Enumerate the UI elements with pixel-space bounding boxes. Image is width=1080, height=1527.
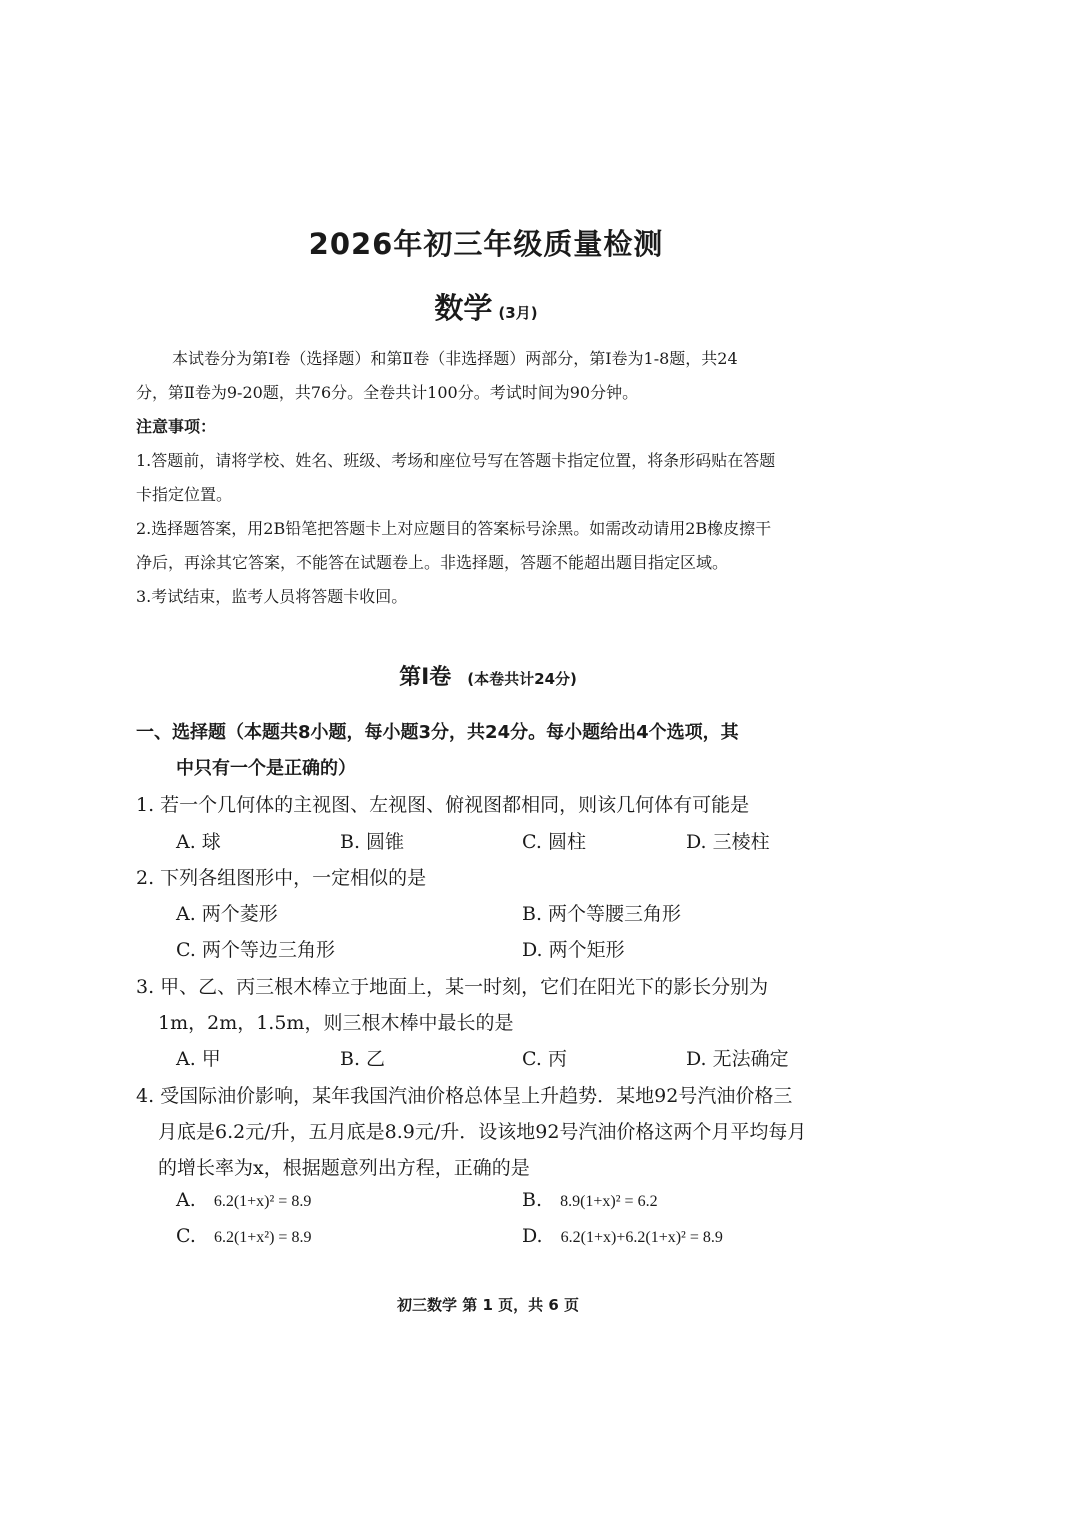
- question-3-option-b: B. 乙: [340, 1048, 386, 1070]
- question-2-option-b: B. 两个等腰三角形: [522, 903, 682, 925]
- intro-line: 本试卷分为第Ⅰ卷（选择题）和第Ⅱ卷（非选择题）两部分，第Ⅰ卷为1-8题，共24: [172, 349, 738, 368]
- question-1-option-b: B. 圆锥: [340, 831, 405, 853]
- question-4-option-a: [176, 1189, 311, 1211]
- section-title: [0, 660, 976, 691]
- question-2-stem: 2. 下列各组图形中，一定相似的是: [136, 867, 427, 889]
- option-label: B.: [522, 1189, 543, 1211]
- note-line: 卡指定位置。: [136, 485, 233, 504]
- option-label: A.: [176, 1189, 196, 1211]
- subject-name: 数学: [434, 291, 493, 325]
- equation: 6.2(1+x)+6.2(1+x)² = 8.9: [560, 1229, 723, 1246]
- question-3-stem: 1m，2m，1.5m，则三根木棒中最长的是: [158, 1012, 514, 1034]
- question-1-stem: 1. 若一个几何体的主视图、左视图、俯视图都相同，则该几何体有可能是: [136, 794, 750, 816]
- note-line: 1.答题前，请将学校、姓名、班级、考场和座位号写在答题卡指定位置，将条形码贴在答题: [136, 451, 776, 470]
- question-1-option-c: C. 圆柱: [522, 831, 586, 853]
- question-3-option-c: C. 丙: [522, 1048, 567, 1070]
- question-3-option-a: A. 甲: [176, 1048, 221, 1070]
- question-2-option-a: A. 两个菱形: [176, 903, 278, 925]
- question-3-option-d: D. 无法确定: [686, 1048, 789, 1070]
- part-heading: 一、选择题（本题共8小题，每小题3分，共24分。每小题给出4个选项，其: [136, 722, 739, 743]
- question-4-stem: 4. 受国际油价影响，某年我国汽油价格总体呈上升趋势．某地92号汽油价格三: [136, 1085, 793, 1107]
- equation: 8.9(1+x)² = 6.2: [560, 1193, 658, 1210]
- equation: 6.2(1+x²) = 8.9: [213, 1229, 312, 1246]
- note-line: 净后，再涂其它答案，不能答在试题卷上。非选择题，答题不能超出题目指定区域。: [136, 553, 729, 572]
- question-3-stem: 3. 甲、乙、丙三根木棒立于地面上，某一时刻，它们在阳光下的影长分别为: [136, 976, 769, 998]
- question-2-option-d: D. 两个矩形: [522, 939, 625, 961]
- question-4-stem: 月底是6.2元/升，五月底是8.9元/升．设该地92号汽油价格这两个月平均每月: [158, 1121, 807, 1143]
- exam-intro: [136, 342, 842, 614]
- intro-line: 分，第Ⅱ卷为9-20题，共76分。全卷共计100分。考试时间为90分钟。: [136, 383, 639, 402]
- notes-heading: 注意事项：: [136, 417, 217, 436]
- question-1-option-d: D. 三棱柱: [686, 831, 770, 853]
- option-label: D.: [522, 1225, 543, 1247]
- exam-title: 2026年初三年级质量检测: [308, 227, 664, 261]
- option-label: C.: [176, 1225, 196, 1247]
- exam-month: (3月): [498, 304, 538, 322]
- page-footer: 初三数学 第 1 页，共 6 页: [397, 1296, 579, 1314]
- question-2-option-c: C. 两个等边三角形: [176, 939, 335, 961]
- note-line: 2.选择题答案，用2B铅笔把答题卡上对应题目的答案标号涂黑。如需改动请用2B橡皮擦干: [136, 519, 772, 538]
- section-note: (本卷共计24分): [467, 670, 577, 688]
- exam-subject: [0, 286, 972, 327]
- part-heading: 中只有一个是正确的）: [176, 758, 356, 779]
- question-1-option-a: A. 球: [176, 831, 221, 853]
- question-4-option-c: [176, 1225, 311, 1247]
- equation: 6.2(1+x)² = 8.9: [213, 1193, 312, 1210]
- section-name: 第Ⅰ卷: [399, 665, 452, 690]
- question-4-stem: 的增长率为x，根据题意列出方程，正确的是: [158, 1157, 530, 1179]
- question-4-option-d: [522, 1225, 723, 1247]
- note-line: 3.考试结束，监考人员将答题卡收回。: [136, 587, 408, 606]
- question-4-option-b: [522, 1189, 658, 1211]
